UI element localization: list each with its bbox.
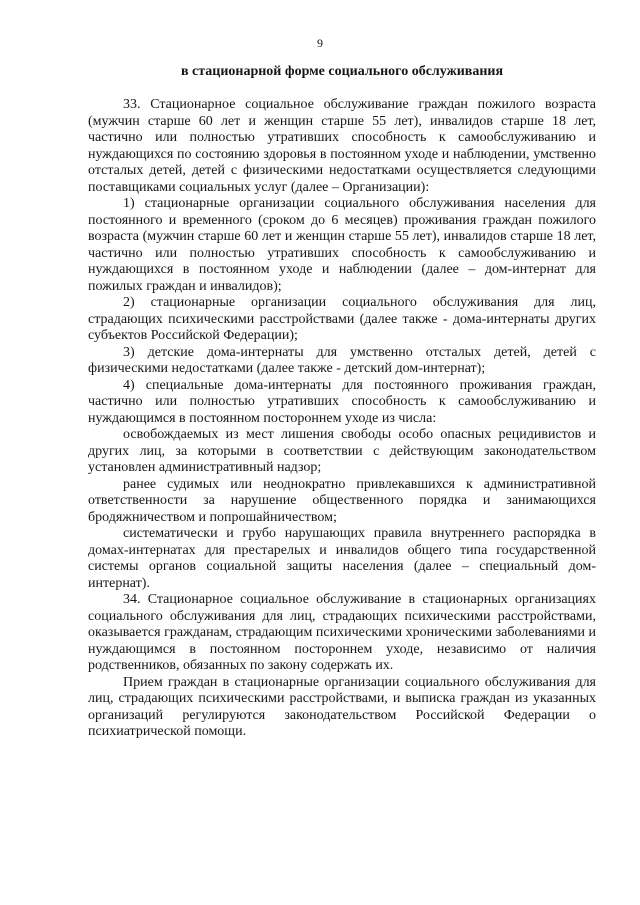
document-body bbox=[88, 97, 596, 741]
paragraph-34: 34. Стационарное социальное обслуживание в стационарных организациях социального обслуживания для лиц, страдающих психическими расстройствами, оказывается гражданам, страдающим психическими хроническими заболеваниями и нуждающимся в постоянном постороннем уходе, независимо от наличия родственников, обязанных по закону содержать их. bbox=[88, 592, 596, 673]
paragraph-item-3: 3) детские дома-интернаты для умственно отсталых детей, детей с физическими недостатками (далее также - детский дом-интернат); bbox=[88, 344, 596, 376]
paragraph-admission: Прием граждан в стационарные организации социального обслуживания для лиц, страдающих психическими расстройствами, и выписка граждан из указанных организаций регулируются законодательством Российской Федерации о психиатрической помощи. bbox=[88, 674, 596, 739]
page-number: 9 bbox=[317, 36, 323, 50]
paragraph-subitem-3: систематически и грубо нарушающих правила внутреннего распорядка в домах-интернатах для престарелых и инвалидов общего типа государственной системы органов социальной защиты населения (далее – специальный дом-интернат). bbox=[88, 526, 596, 591]
paragraph-item-4: 4) специальные дома-интернаты для постоянного проживания граждан, частично или полностью утративших способность к самообслуживанию и нуждающимся в постоянном постороннем уходе из числа: bbox=[88, 377, 596, 426]
paragraph-subitem-1: освобождаемых из мест лишения свободы особо опасных рецидивистов и других лиц, за которыми в соответствии с действующим законодательством установлен административный надзор; bbox=[88, 427, 596, 475]
section-heading: в стационарной форме социального обслуживания bbox=[180, 64, 504, 79]
paragraph-item-2: 2) стационарные организации социального обслуживания для лиц, страдающих психическими расстройствами (далее также - дома-интернаты других субъектов Российской Федерации); bbox=[88, 295, 596, 343]
paragraph-item-1: 1) стационарные организации социального обслуживания населения для постоянного и временного (сроком до 6 месяцев) проживания граждан пожилого возраста (мужчин старше 60 лет и женщин старше 55 лет), инвалидов старше 18 лет, частично или полностью утративших способность к самообслуживанию и нуждающихся в постоянном уходе и наблюдении (далее – дом-интернат для пожилых граждан и инвалидов); bbox=[88, 196, 596, 294]
paragraph-subitem-2: ранее судимых или неоднократно привлекавшихся к административной ответственности за нарушение общественного порядка и занимающихся бродяжничеством и попрошайничеством; bbox=[88, 476, 596, 525]
paragraph-33: 33. Стационарное социальное обслуживание граждан пожилого возраста (мужчин старше 60 лет и женщин старше 55 лет), инвалидов старше 18 лет, частично или полностью утративших способность к самообслуживанию и нуждающихся по состоянию здоровья в постоянном уходе и наблюдении, умственно отсталых детей, детей с физическими недостатками осуществляется следующими поставщиками социальных услуг (далее – Организации): bbox=[88, 97, 596, 195]
